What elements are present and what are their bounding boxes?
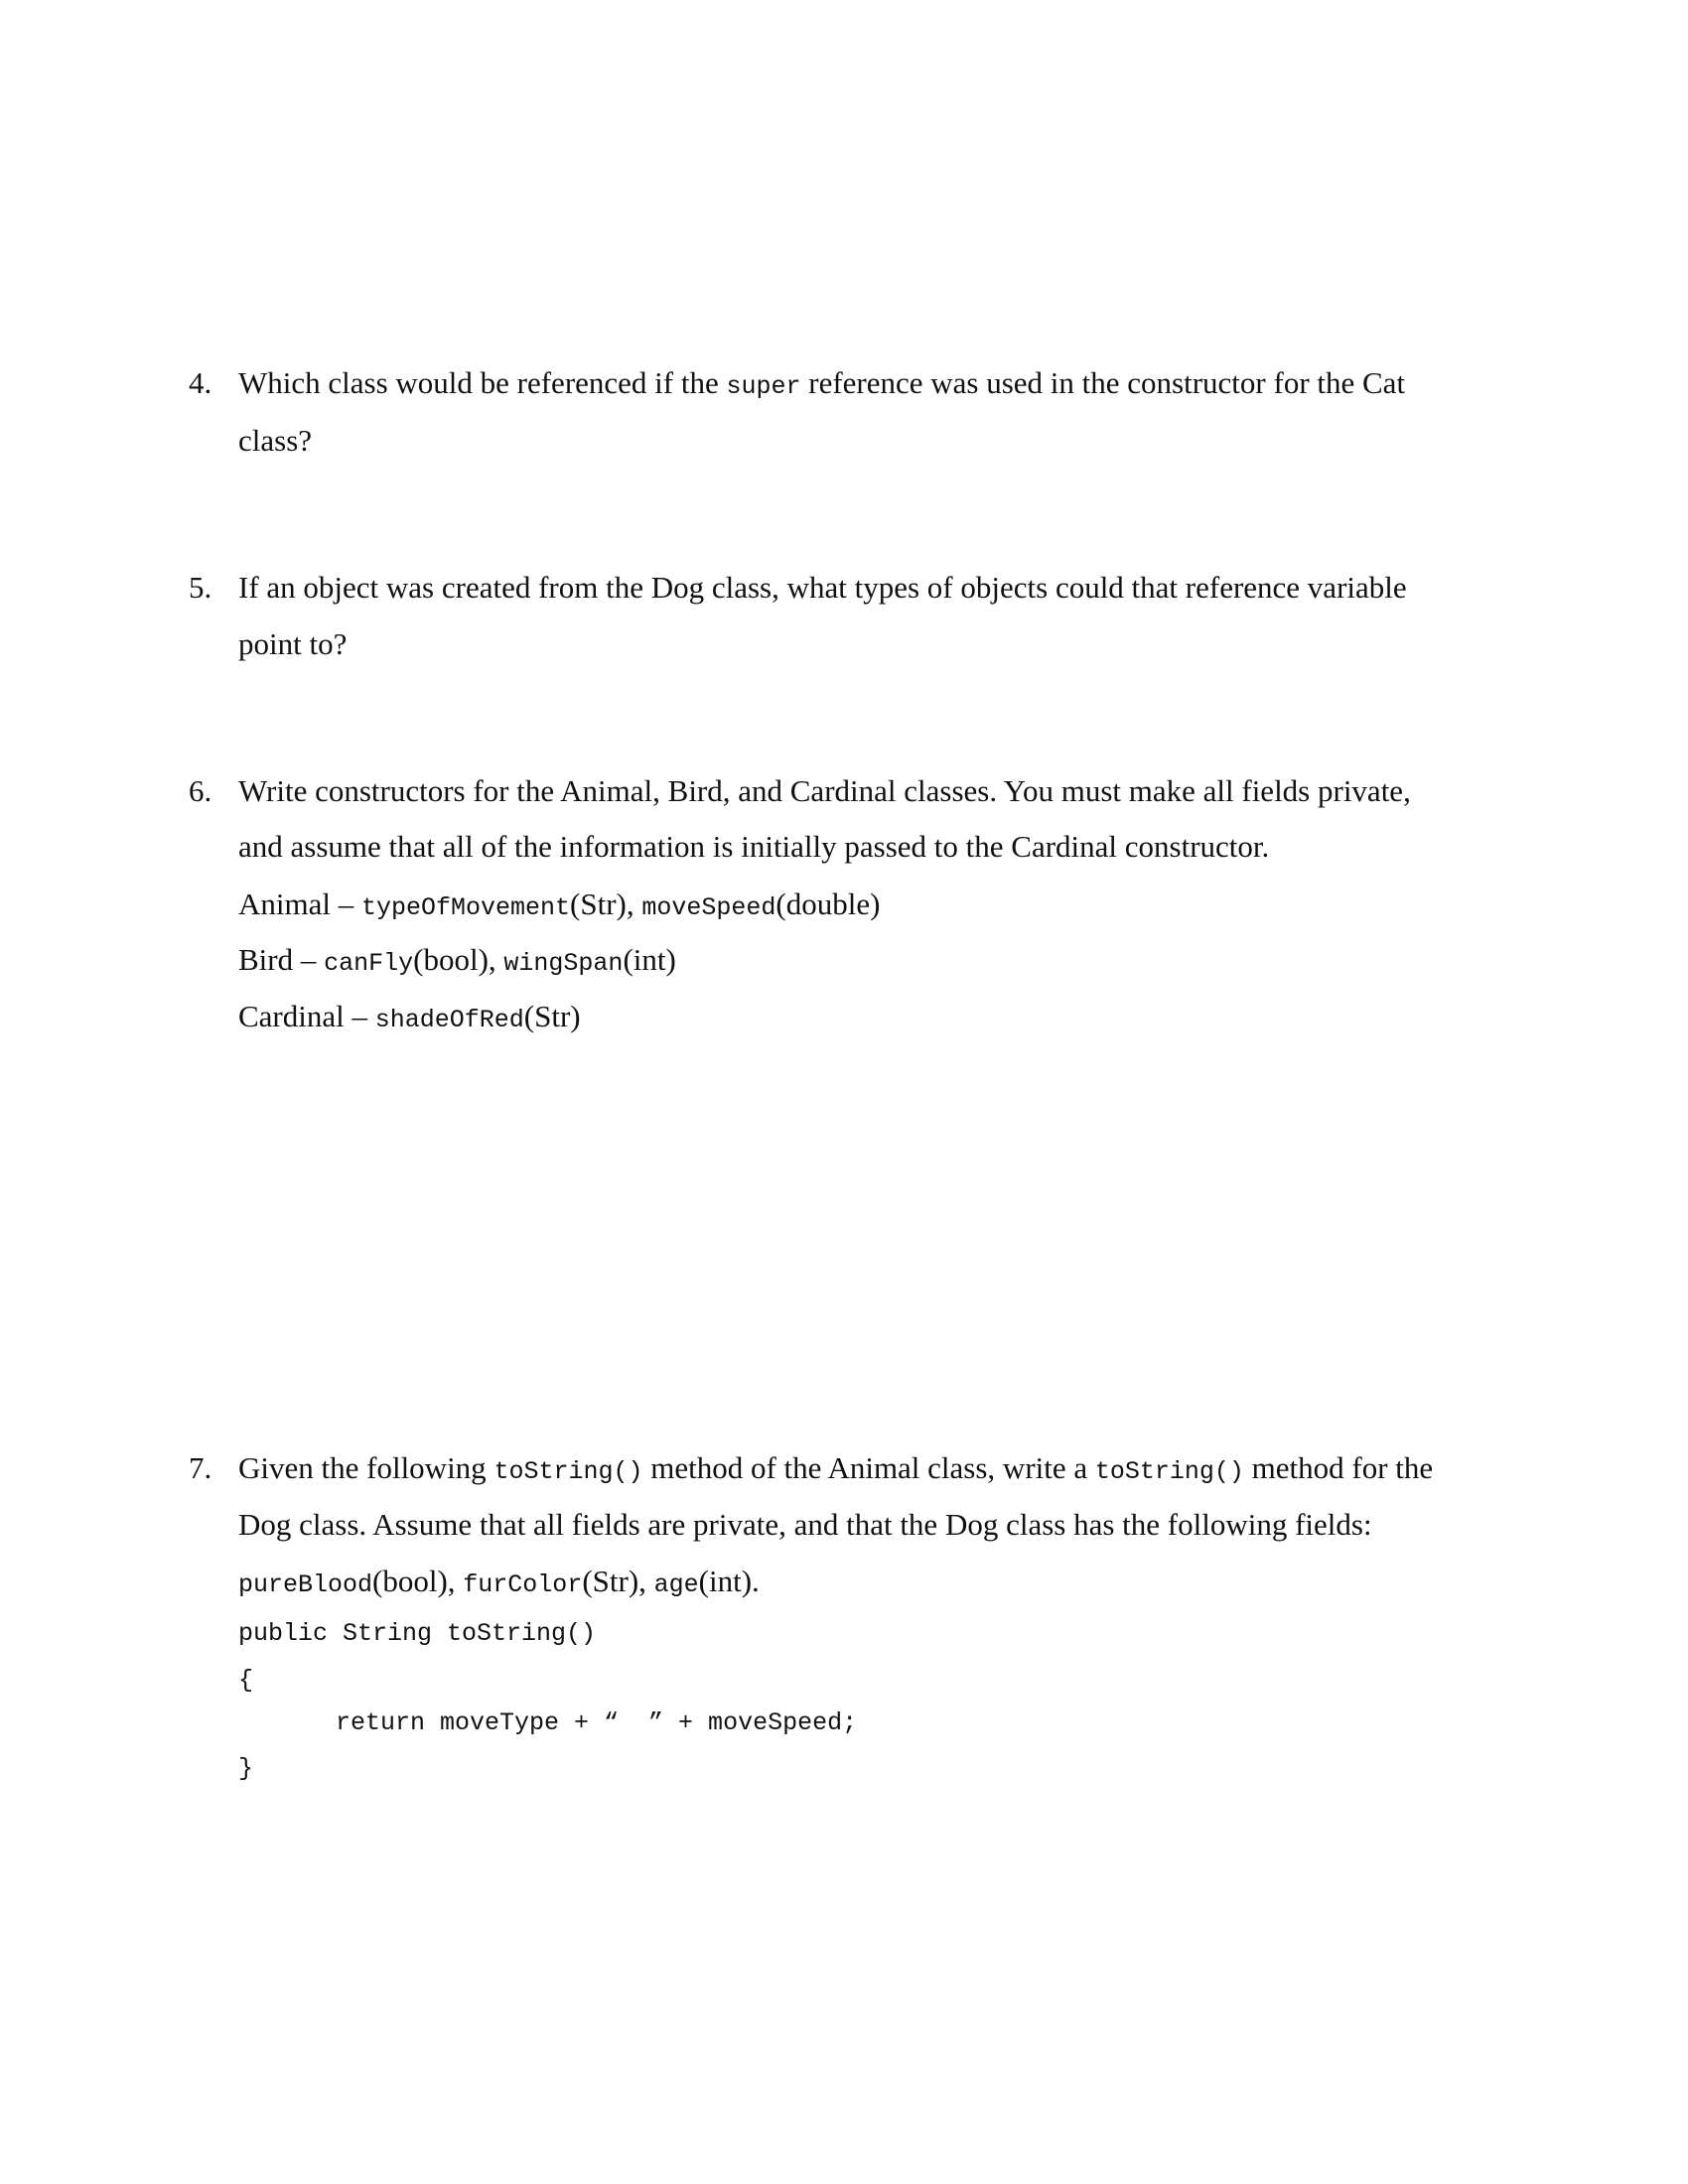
code-line: { (238, 1666, 254, 1695)
question-text: If an object was created from the Dog class, what types of objects could that reference variable (238, 570, 1407, 605)
field-name: furColor (463, 1570, 583, 1599)
question-text: point to? (238, 626, 348, 661)
field-name: age (653, 1570, 699, 1599)
question-text: Write constructors for the Animal, Bird, and Cardinal classes. You must make all fields private, (238, 773, 1411, 808)
field-name: pureBlood (238, 1570, 373, 1599)
question-text: and assume that all of the information is initially passed to the Cardinal constructor. (238, 829, 1270, 864)
question-text: class? (238, 423, 313, 458)
question-number: 4. (189, 365, 212, 400)
question-number: 5. (189, 570, 212, 605)
class-name: Bird – (238, 942, 325, 977)
field-name: wingSpan (503, 949, 624, 978)
code-keyword: super (726, 372, 801, 401)
field-type: (bool), (413, 942, 504, 977)
bird-fields (238, 940, 676, 984)
field-type: (bool), (372, 1564, 464, 1598)
text: method of the Animal class, write a (642, 1450, 1095, 1485)
code-line: public String toString() (238, 1619, 597, 1648)
animal-fields (238, 885, 880, 928)
field-name: shadeOfRed (374, 1006, 524, 1034)
text: method for the (1243, 1450, 1434, 1485)
field-name: typeOfMovement (361, 893, 571, 922)
code-line: return moveType + “ ” + moveSpeed; (336, 1708, 858, 1737)
field-name: canFly (324, 949, 414, 978)
text: reference was used in the constructor for the Cat (800, 365, 1406, 400)
question-text: Dog class. Assume that all fields are private, and that the Dog class has the following fields: (238, 1507, 1372, 1542)
field-type: (Str) (523, 999, 581, 1033)
code-method: toString() (1094, 1457, 1244, 1486)
field-type: (double) (775, 887, 881, 921)
field-type: (Str), (570, 887, 642, 921)
code-line: } (238, 1754, 254, 1783)
field-type: (Str), (582, 1564, 654, 1598)
dog-fields (238, 1562, 760, 1605)
field-type: (int) (623, 942, 676, 977)
code-method: toString() (493, 1457, 643, 1486)
field-type: (int). (698, 1564, 760, 1598)
field-name: moveSpeed (641, 893, 776, 922)
question-number: 6. (189, 773, 212, 808)
class-name: Animal – (238, 887, 361, 921)
question-text (238, 1448, 1433, 1492)
class-name: Cardinal – (238, 999, 375, 1033)
text: Which class would be referenced if the (238, 365, 727, 400)
cardinal-fields (238, 997, 581, 1040)
question-number: 7. (189, 1450, 212, 1485)
question-text (238, 363, 1405, 407)
text: Given the following (238, 1450, 494, 1485)
